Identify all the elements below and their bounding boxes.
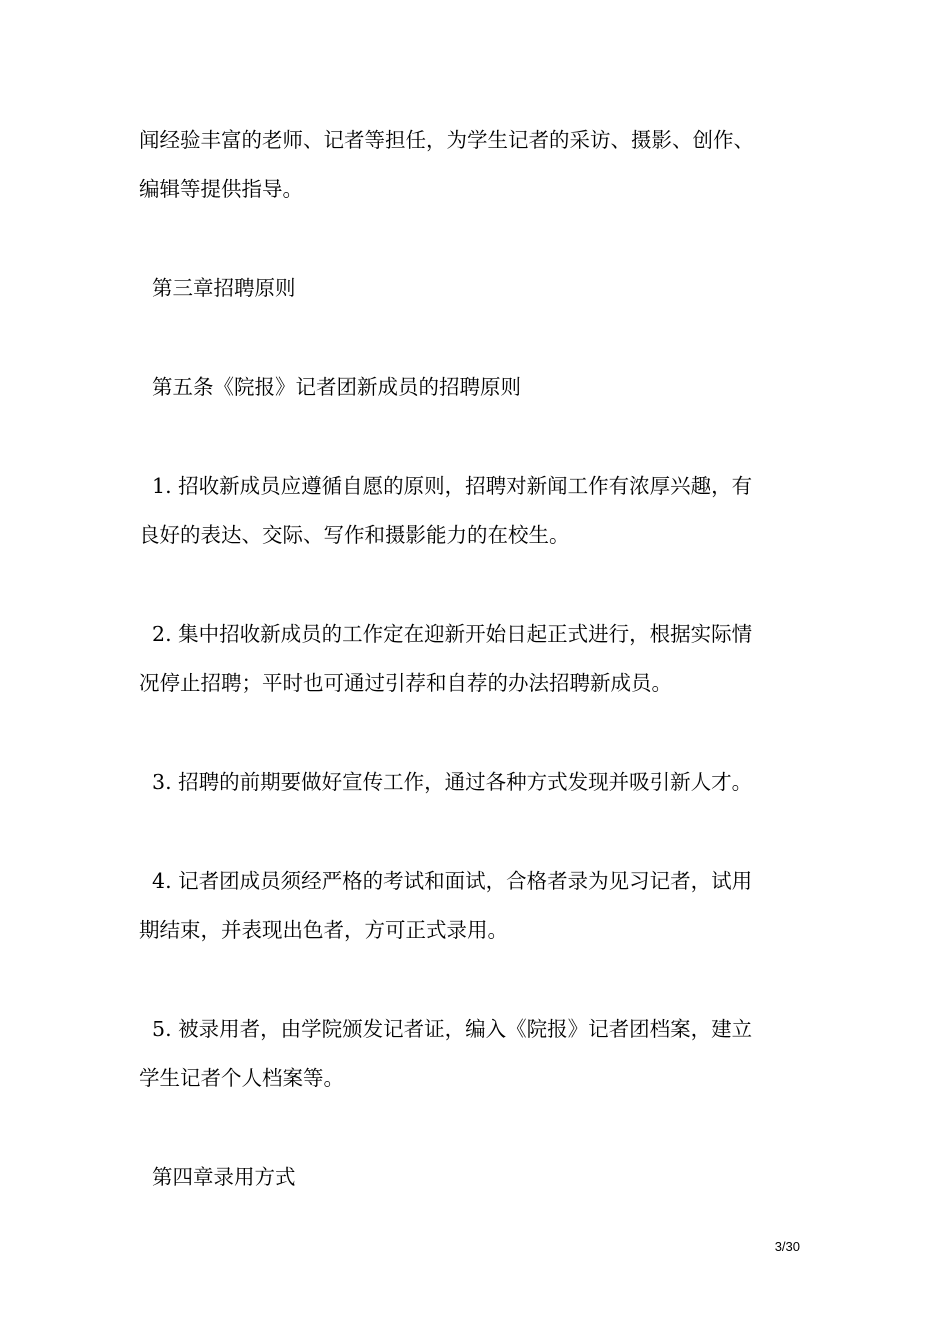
text-line: 2. 集中招收新成员的工作定在迎新开始日起正式进行，根据实际情 [139, 622, 753, 646]
chapter-heading: 第三章招聘原则 [139, 276, 296, 300]
text-line: 闻经验丰富的老师、记者等担任，为学生记者的采访、摄影、创作、 [139, 128, 754, 152]
text-line: 1. 招收新成员应遵循自愿的原则，招聘对新闻工作有浓厚兴趣，有 [139, 474, 753, 498]
text-line: 编辑等提供指导。 [139, 177, 303, 201]
text-line: 良好的表达、交际、写作和摄影能力的在校生。 [139, 523, 570, 547]
text-line: 期结束，并表现出色者，方可正式录用。 [139, 918, 508, 942]
text-line: 学生记者个人档案等。 [139, 1066, 344, 1090]
text-line: 3. 招聘的前期要做好宣传工作，通过各种方式发现并吸引新人才。 [139, 770, 753, 794]
chapter-heading: 第四章录用方式 [139, 1165, 296, 1189]
text-line: 况停止招聘；平时也可通过引荐和自荐的办法招聘新成员。 [139, 671, 672, 695]
article-heading: 第五条《院报》记者团新成员的招聘原则 [139, 375, 522, 399]
text-line: 5. 被录用者，由学院颁发记者证，编入《院报》记者团档案，建立 [139, 1017, 753, 1041]
text-line: 4. 记者团成员须经严格的考试和面试，合格者录为见习记者，试用 [139, 869, 753, 893]
page-number: 3/30 [774, 1239, 800, 1254]
